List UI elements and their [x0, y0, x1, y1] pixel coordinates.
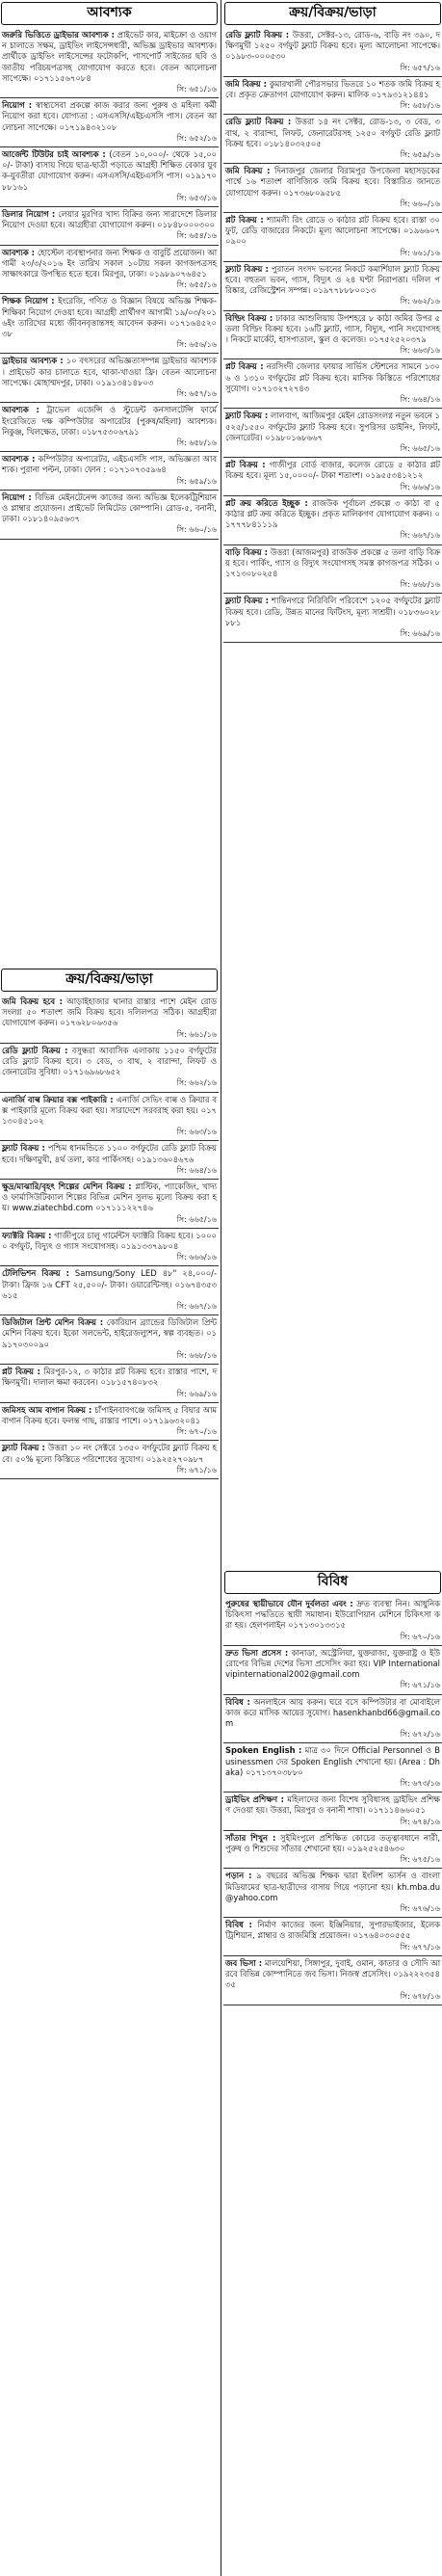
classified-ad	[223, 545, 442, 595]
ad-heading: রেডি ফ্ল্যাট বিক্রয় :	[225, 30, 290, 40]
ad-heading: দ্রুত ভিসা প্রসেস :	[225, 1647, 289, 1658]
ad-reference-code: সি: ৬৫৭/১৬	[400, 63, 440, 72]
ad-heading: আর্জেন্ট টিউটর চাই আবশ্যক :	[2, 149, 106, 160]
ad-reference-code: সি: ৬৭৮/১৬	[400, 1991, 440, 2001]
ad-heading: জমি বিক্রয় :	[225, 166, 271, 176]
ad-body: গাজীপুর বোর্ড বাজার, কলেজ রোডে ৫ কাঠার প্লট বিক্রয় হবে। মূল্য ১৫,০০০০/- টাকা শতাংশ। ০১৯৫৫৩৪১২১২	[225, 460, 440, 481]
ad-body: সুইমিংপুলে প্রশিক্ষিত কোচের তত্ত্বাবধানে নারী, পুরুষ ও শিশুদের সাঁতার শেখানো হয়। ০১৯২৫২৫৪৬৩০	[225, 1832, 441, 1854]
ad-reference-code: সি: ৬৫৯/১৬	[176, 476, 217, 486]
ad-reference-code: সি: ৬৫৭/১৬	[176, 389, 217, 399]
ad-heading: বিবিধ :	[225, 1920, 252, 1930]
ad-heading: জমি বিক্রয় :	[225, 78, 267, 89]
ad-body: লেয়ার মুরগির খাদ্য বিক্রির জন্য সারাদেশে ডিলার নিয়োগ দেওয়া হবে। আগ্রহীরা যোগাযোগ করুন। ০১৮৪৮০০০৩০০	[2, 209, 217, 230]
classified-ad	[223, 1918, 442, 1956]
ad-heading: প্লট বিক্রয় :	[2, 1367, 41, 1377]
ad-reference-code: সি: ৬৬৮/১৬	[176, 1350, 217, 1360]
ad-body: নরসিংদী জেলার ফায়ার সার্ভিস স্টেশনের সামনে ১৩০৬ ও ১৩১০ বর্গফুটের প্লট বিক্রয় হবে। মাসিক কিস্তিতে পরিশোধের সুযোগ। ০১৭১৩২৭২৭৪৩	[225, 361, 440, 393]
ad-heading: জমিসহ আম বাগান বিক্রয় :	[2, 1404, 92, 1415]
ad-body: মাত্র ৩০ দিনে Official Personnel ও Businessmen দের Spoken English শেখানো হয়। (Area : Dhaka) ০১৭১৩৭০৩৮৮০	[225, 1745, 440, 1777]
ad-heading: ফ্যাক্টরি বিক্রয় :	[2, 1230, 52, 1240]
ad-reference-code: সি: ৬৬১/১৬	[176, 1029, 217, 1039]
ad-body: মহিলাদের জন্য বিশেষ সুবিধাসহ ড্রাইভিং প্রশিক্ষণ দেওয়া হয়। উত্তরা, মিরপুর ও বনানী শাখা। ০১৭১১৪৬৬০৫১	[225, 1794, 440, 1816]
classified-ad	[0, 1365, 219, 1403]
classified-ad	[223, 1869, 442, 1918]
ad-body: (বেতন ১০,০০০/- থেকে ১৫,০০০/- টাকা) বাসায় গিয়ে ছাত্র-ছাত্রী পড়াতে আগ্রহী শিক্ষিত বেকার যুবক-যুবতীরা যোগাযোগ করুন। এসএসসি/এইচএসসি পাস। ০১৯১৭০৮৮১৬১	[2, 149, 217, 192]
ad-body: গাজীপুরে চালু গার্মেন্টস ফ্যাক্টরি বিক্রয় হবে। ১০০০০ বর্গফুট, বিদ্যুৎ ও গ্যাস সংযোগসহ। ০১৯১৩৩৭৯৮০৪	[2, 1230, 217, 1252]
ad-heading: Spoken English :	[225, 1745, 302, 1756]
classified-ad	[223, 1646, 442, 1695]
ad-body: ১০ বৎসরের অভিজ্ঞতাসম্পন্ন ড্রাইভার আবশ্যক। প্রাইভেট কার চালাতে হবে, থাকা-খাওয়া ফ্রি। বেতন আলোচনা সাপেক্ষে। মোহাম্মদপুর, ঢাকা। ০১৯১৩৪১৪৮০৩	[2, 356, 217, 387]
classified-ad	[223, 28, 442, 77]
ad-heading: ফ্ল্যাট বিক্রয় :	[2, 1443, 45, 1453]
ad-reference-code: সি: ৬৬০/১৬	[176, 525, 217, 535]
ad-list-buy-sell-left	[0, 995, 219, 1479]
classified-ad	[223, 77, 442, 116]
ad-reference-code: সি: ৬৭৭/১৬	[400, 1942, 440, 1952]
classified-ad	[223, 1956, 442, 2005]
ad-body: ৯ বছরের অভিজ্ঞ শিক্ষক দ্বারা ইংলিশ ভার্সন ও বাংলা মিডিয়ামের ছাত্র-ছাত্রীদের বাসায় গিয়ে পড়ানো হয়। kh.mba.du@yahoo.com	[225, 1871, 441, 1902]
ad-heading: ড্রাইভিং প্রশিক্ষণ :	[225, 1794, 284, 1805]
ad-reference-code: সি: ৬৫২/১৬	[176, 133, 217, 143]
ad-body: মালয়েশিয়া, সিঙ্গাপুর, দুবাই, ওমান, কাতার ও সৌদি আরবে বিভিন্ন কোম্পানিতে জব ভিসা। নিজস্ব প্রসেসিং। ০১৯২২২৩৫৪৩৫	[225, 1957, 440, 1990]
classified-ad	[223, 1831, 442, 1870]
classified-ad	[0, 1403, 219, 1442]
ad-body: চাঁপাইনবাবগঞ্জে জমিসহ ৫ বিঘার আম বাগান বিক্রয় হবে। ফলন্ত গাছ, রাস্তার পাশে। ০১৭১৯৬৩২০৪১	[2, 1404, 218, 1425]
ad-heading: জরুরি ভিত্তিতে ড্রাইভার আবশ্যক :	[2, 30, 115, 40]
ad-heading: আবশ্যক :	[2, 454, 36, 465]
right-column	[223, 0, 442, 2576]
ad-body: উত্তরা, সেক্টর-১৩, রোড-৬, বাড়ি নং ৩৯০, দক্ষিণমুখী ১২৫০ বর্গফুট ফ্ল্যাট বিক্রয় হবে। মূল্য আলোচনা সাপেক্ষে। ০১৯৮৩-০০০৫৩০	[225, 30, 440, 62]
ad-reference-code: সি: ৬৬২/১৬	[176, 1078, 217, 1088]
ad-reference-code: সি: ৬৬২/১৬	[400, 297, 440, 306]
ad-reference-code: সি: ৬৬৯/১৬	[400, 628, 440, 638]
ad-heading: প্লট বিক্রয় :	[225, 215, 264, 226]
ad-heading: বিবিধ :	[225, 1696, 250, 1707]
section-header-buy-sell-rent-right: ক্রয়/বিক্রয়/ভাড়া	[224, 2, 441, 25]
classified-ad	[0, 98, 219, 147]
ad-heading: প্লট বিক্রয় :	[225, 361, 264, 372]
ad-body: কুমারখালী পৌরসভার ভিতরে ১০ শতক জমি বিক্রয় হবে। প্রকৃত ক্রেতাগণ যোগাযোগ করুন। মালিক ০১৭৯৩১২১৪৪১	[225, 78, 440, 100]
ad-heading: জব ভিসা :	[225, 1957, 263, 1968]
section-header-buy-sell-rent-left: ক্রয়/বিক্রয়/ভাড়া	[1, 969, 218, 992]
ad-heading: জমি বিক্রয় হবে :	[2, 996, 63, 1006]
ad-reference-code: সি: ৬৬৭/১৬	[176, 1302, 217, 1312]
ad-body: কম্পিউটার অপারেটর, এইচএসসি পাস, অভিজ্ঞতা আবশ্যক। পুরানা পল্টন, ঢাকা। ফোন : ০১৭১০৭৩৫৯৬৪	[2, 454, 217, 475]
ad-heading: বাড়ি বিক্রয় :	[225, 546, 268, 557]
section-buy-sell-rent-right	[223, 0, 442, 1566]
ad-heading: টেলিভিশন বিক্রয় :	[2, 1268, 69, 1279]
ad-heading: আবশ্যক :	[2, 405, 39, 415]
ad-reference-code: সি: ৬৭৬/১৬	[400, 1904, 440, 1914]
classified-ad	[223, 359, 442, 409]
ad-heading: রেডি ফ্ল্যাট বিক্রয় :	[2, 1045, 68, 1055]
ad-heading: এনার্জি বাল্ব ক্রিয়ার বক্স পাইকারি :	[2, 1094, 114, 1104]
ad-reference-code: সি: ৬৭১/১৬	[176, 1465, 217, 1474]
ad-heading: সাঁতার শিখুন :	[225, 1832, 276, 1843]
ad-heading: ডিজিটাল প্রিন্ট মেশিন বিক্রয় :	[2, 1317, 104, 1328]
ad-body: পশ্চিম ধানমন্ডিতে ১১০০ বর্গফুটের রেডি ফ্ল্যাট বিক্রয় হবে। দক্ষিণমুখী, ৪র্থ তলা, কার পার্কিংসহ। ০১৯১৩৬০৪৬৭৬	[2, 1143, 217, 1164]
ad-list-miscellaneous	[223, 1597, 442, 2005]
ad-list-buy-sell-right	[223, 28, 442, 643]
classified-ad	[0, 995, 219, 1044]
ad-body: প্লাস্টিক, প্যাকেজিং, খাদ্য ও ফার্মাসিউটিক্যাল শিল্পের বিভিন্ন মেশিন সুলভ মূল্যে বিক্রয় করা হয়। www.ziatechbd.com ০১৭১১১২২৭৪৬	[2, 1182, 218, 1213]
ad-reference-code: সি: ৬৫৬/১৬	[176, 340, 217, 350]
classified-ad	[0, 1093, 219, 1142]
ad-list-wanted	[0, 28, 219, 540]
section-header-wanted: আবশ্যক	[1, 2, 218, 25]
classified-ad	[223, 311, 442, 360]
ad-heading: প্লট ক্রয় করিতে ইচ্ছুক :	[225, 497, 308, 508]
ad-heading: ফ্ল্যাট বিক্রয় :	[225, 596, 269, 606]
ad-reference-code: সি: ৬৬৭/১৬	[400, 531, 440, 541]
ad-body: পুরাতন সংসদ ভবনের নিকটে কমার্শিয়াল ফ্ল্যাট বিক্রয় হবে। বহুতল ভবন, গ্যাস, বিদ্যুৎ ও ২৪ ঘণ্টা নিরাপত্তা। দলিল পরিষ্কার, রেজিস্ট্রেশন সম্পন্ন। ০১৯৭৭৮৮৮০০১৩	[225, 263, 440, 296]
ad-heading: ফ্ল্যাট বিক্রয় :	[225, 263, 269, 274]
classified-ad	[223, 1793, 442, 1831]
ad-heading: শিক্ষক নিয়োগ :	[2, 296, 55, 306]
ad-reference-code: সি: ৬৬৯/১৬	[176, 1389, 217, 1398]
classified-ad	[223, 496, 442, 545]
ad-reference-code: সি: ৬৫৩/১৬	[176, 193, 217, 202]
ad-body: ঢাকার আশুলিয়ায় উপশহরে ৮ কাঠা জমির উপর ৫ তলা বিল্ডিং বিক্রয় হবে। ১৬টি ফ্ল্যাট, গ্যাস, বিদ্যুৎ, পানি সংযোগসহ। নিকটে মার্কেট, হাসপাতাল, স্কুল ও কলেজ। ০১৭৫২৫২০৩৭৯	[225, 312, 441, 345]
ad-heading: নিয়োগ :	[2, 100, 33, 111]
classified-ad	[0, 1180, 219, 1229]
ad-body: বসুন্ধরা আবাসিক এলাকায় ১১৫০ বর্গফুটের রেডি ফ্ল্যাট বিক্রয় হবে। ৩ বেড, ৩ বাথ, ২ বারান্দা, লিফট ও জেনারেটর সুবিধা। ০১৭১৬৯৬৮৬৫২	[2, 1045, 217, 1077]
ad-reference-code: সি: ৬৫৮/১৬	[400, 101, 440, 111]
ad-reference-code: সি: ৬৫১/১৬	[176, 85, 217, 94]
ad-reference-code: সি: ৬৫৮/১৬	[176, 438, 217, 447]
ad-heading: নিয়োগ :	[2, 491, 32, 502]
ad-reference-code: সি: ৬৭৩/১৬	[400, 1779, 440, 1789]
ad-heading: ফ্ল্যাট বিক্রয় :	[2, 1143, 45, 1154]
ad-body: লালবাগ, আজিমপুর মেইন রোডসংলগ্ন নতুন ভবনে ১৫২৫/১৫৫০ বর্গফুটের ফ্ল্যাট বিক্রয় হবে। সুপরিসর ডাইনিং, লিফট, জেনারেটর। ০১৯৮০১৬৮৬৬৭	[225, 411, 440, 442]
ad-body: দ্রুত ব্যবস্থা নিন। আধুনিক চিকিৎসা পদ্ধতিতে স্থায়ী সমাধান। ইউরোপিয়ান মেশিনে চিকিৎসা করা হয়। হেলপলাইন ০১৭১৩০১৩৩১৫	[225, 1599, 440, 1631]
classified-ad	[223, 1743, 442, 1793]
classified-ad	[0, 147, 219, 207]
ad-heading: বিল্ডিং বিক্রয় :	[225, 312, 273, 323]
ad-heading: প্লট বিক্রয় :	[225, 460, 266, 470]
ad-heading: ডিলার নিয়োগ :	[2, 209, 56, 220]
ad-body: এনার্জি সেভিং বাল্ব ও ক্রিয়ার বক্স পাইকারি মূল্যে বিক্রয় করা হয়। সারাদেশে সরবরাহ করা হয়। ০১৭১৩০৪৫১০২	[2, 1094, 218, 1127]
classified-ad	[223, 213, 442, 262]
ad-heading: পুরুষের স্থায়ীভাবে যৌন দুর্বলতা এবং :	[225, 1599, 353, 1608]
classified-ad	[0, 1044, 219, 1093]
classified-ad	[0, 452, 219, 491]
ad-body: অনলাইনে আয় করুন। ঘরে বসে কম্পিউটার বা মোবাইলে কাজ করে মাসিক আয়ের সুযোগ। hasenkhanbd66@gmail.com	[225, 1696, 440, 1729]
classified-ad	[223, 409, 442, 458]
ad-body: ট্রাভেল এজেন্সি ও স্টুডেন্ট কনসালটেন্সি ফার্মে ইংরেজিতে দক্ষ কম্পিউটার অপারেটর (পুরুষ/মহিলা) আবশ্যক। নিকুঞ্জ, খিলক্ষেত, ঢাকা। ০১৮৭৫৩০৬৭৯১	[2, 405, 217, 437]
ad-body: বিভিন্ন মেইনটেনেন্স কাজের জন্য অভিজ্ঞ ইলেকট্রিশিয়ান ও প্লাম্বার প্রয়োজন। প্রাইভেট লিমিটেড কোম্পানি। রোড-৫, বনানী, ঢাকা। ০১৮১৪০৯৫৬৩৭	[2, 491, 217, 524]
ad-reference-code: সি: ৬৫৯/১৬	[400, 150, 440, 160]
classified-ad	[0, 1315, 219, 1365]
ad-reference-code: সি: ৬৫৫/১৬	[176, 280, 217, 290]
ad-body: রাজউক পূর্বাচল প্রকল্পে ৩ কাঠা বা ৫ কাঠার প্লট ক্রয় করিতে ইচ্ছুক। প্রকৃত মালিকগণ যোগাযোগ করুন। ০১৭৭৭৮৪১১১৯	[225, 497, 440, 530]
left-column	[0, 0, 219, 2576]
ad-heading: ফ্ল্যাট বিক্রয় :	[225, 411, 269, 421]
ad-body: আড়াইহাজার থানার রাস্তার পাশে মেইন রোডসংলগ্ন ৫০ শতাংশ জমি বিক্রয় হবে। দলিলপত্র সঠিক। আগ্রহীরা যোগাযোগ করুন। ০১৭৬২৮০৬৩৫৬	[2, 996, 217, 1028]
ad-reference-code: সি: ৬৫৪/১৬	[176, 231, 217, 241]
ad-heading: ক্ষুদ্র/মাঝারি/বৃহৎ শিল্পের মেশিন বিক্রয় :	[2, 1182, 132, 1192]
classified-ad	[0, 294, 219, 354]
section-buy-sell-rent-left	[0, 967, 219, 2573]
ad-body: Samsung/Sony LED ৪৮" ২৪,০০০/- টাকা। ফ্রিজ ১৬ CFT ২৫,৫০০/- টাকা। ওয়ারেন্টিসহ। ০১৬৭৪৩৫৩৬১৫	[2, 1268, 217, 1300]
ad-body: উত্তরা ১০ নং সেক্টরে ১৩৫০ বর্গফুটের ফ্ল্যাট বিক্রয় হবে। ৫০% মূল্যে কিস্তিতে পরিশোধের সুযোগ। ০১৯২৫২৭০৯৮৭	[2, 1443, 217, 1464]
classified-ad	[223, 594, 442, 643]
ad-reference-code: সি: ৬৬৪/১৬	[400, 395, 440, 405]
classified-ad	[0, 354, 219, 403]
ad-heading: আবশ্যক :	[2, 247, 36, 257]
ad-body: কোরিয়ান ব্র্যান্ডের ডিজিটাল প্রিন্ট মেশিন বিক্রয় হবে। ইকো সলভেন্ট, হাইরেজল্যুশন, স্বল্প ব্যবহৃত। ০১৯১৭০৩০০৯০	[2, 1317, 217, 1349]
ad-reference-code: সি: ৬৬০/১৬	[400, 199, 440, 208]
classified-ad	[0, 28, 219, 98]
ad-reference-code: সি: ৬৬৬/১৬	[400, 482, 440, 491]
ad-reference-code: সি: ৬৬৫/১৬	[176, 1214, 217, 1224]
ad-body: উত্তরা ১৪ নং সেক্টর, রোড-১৩, ৩ বেড, ৩ বাথ, ২ বারান্দা, লিফট, জেনারেটরসহ ১২৫০ বর্গফুট রেডি ফ্ল্যাট বিক্রয় হবে। ০১৮১৪০৩২৫০৫	[225, 117, 440, 148]
section-wanted	[0, 0, 219, 964]
ad-body: উত্তরা (আজমপুর) রাজউক প্রকল্পে ৫ তলা বাড়ি বিক্রয় হবে। পার্কিং, গ্যাস ও বিদ্যুৎ সংযোগসহ সমস্ত কাগজপত্র সঠিক। ০১৭১৩০৮০২৫৪	[225, 546, 440, 578]
ad-body: হোস্টেল ব্যবস্থাপনার জন্য শিক্ষক ও বাবুর্চি প্রয়োজন। আগামী ২৩/৩/২০১৬ ইং তারিখ সকাল ১০টায় সকল কাগজপত্রসহ সাক্ষাৎকারে উপস্থিত হতে হবে। মিরপুর, ঢাকা। ০১৯৮৯০৭৬৪৫১	[2, 247, 217, 279]
ad-reference-code: সি: ৬৬৩/১৬	[400, 346, 440, 356]
classified-ad	[223, 1695, 442, 1744]
ad-reference-code: সি: ৬৭৪/১৬	[400, 1817, 440, 1826]
ad-heading: রেডি ফ্ল্যাট বিক্রয় :	[225, 117, 292, 127]
classified-ad	[223, 115, 442, 164]
classified-ad	[0, 491, 219, 540]
ad-reference-code: সি: ৬৭০/১৬	[176, 1427, 217, 1437]
ad-heading: পড়ান :	[225, 1871, 252, 1881]
ad-reference-code: সি: ৬৬৩/১৬	[176, 1128, 217, 1137]
ad-reference-code: সি: ৬৭১/১৬	[400, 1681, 440, 1690]
ad-body: নির্মাণ কাজের জন্য ইঞ্জিনিয়ার, সুপারভাইজার, ইলেকট্রিশিয়ান, প্লাম্বার ও রাজমিস্ত্রি প্রয়োজন। ০১৭৬৪০৩০৫৫৫	[225, 1920, 440, 1941]
ad-body: প্রাইভেট কার, মাইক্রো ও ওয়াগন চালাতে সক্ষম, ড্রাইভিং লাইসেন্সধারী, অভিজ্ঞ ড্রাইভার আবশ্যক। প্রার্থীকে ড্রাইভিং লাইসেন্সের ফটোকপি, পাসপোর্ট সাইজের ছবি ও জাতীয় পরিচয়পত্রসহ যোগাযোগ করতে হবে। বেতন আলোচনা সাপেক্ষে। ০১৭১১৫৬৭০৮৪	[2, 30, 217, 83]
ad-body: শ্যামলী রিং রোডে ৩ কাঠার প্লট বিক্রয় হবে। রাস্তা ৩০ ফুট, রেডি বাজারের নিকটে। মূল্য আলোচনা সাপেক্ষে। ০১৯৬৬০৭০৯০০	[225, 215, 440, 247]
ad-body: মিরপুর-১২, ৩ কাঠার প্লট বিক্রয় হবে। রাস্তার পাশে, দক্ষিণমুখী। দালাল ক্ষমা করবেন। ০১৮১৫৭৪০৮৩২	[2, 1367, 217, 1388]
ad-reference-code: সি: ৬৬৪/১৬	[176, 1165, 217, 1175]
classified-ad	[0, 246, 219, 295]
ad-heading: ড্রাইভার আবশ্যক :	[2, 356, 64, 366]
ad-reference-code: সি: ৬৬৮/১৬	[400, 580, 440, 590]
ad-body: কানাডা, অস্ট্রেলিয়া, যুক্তরাজ্য, যুক্তরাষ্ট্র ও ইউরোপের বিভিন্ন দেশের ভিসা প্রসেসিং করা হয়। VIP International vipinternational2002@gmail.com	[225, 1647, 440, 1680]
classified-ad	[0, 1266, 219, 1315]
ad-reference-code: সি: ৬৭০/১৬	[400, 1632, 440, 1641]
ad-reference-code: সি: ৬৬১/১৬	[400, 248, 440, 257]
ad-reference-code: সি: ৬৭৫/১৬	[400, 1855, 440, 1865]
classified-ad	[223, 262, 442, 311]
ad-reference-code: সি: ৬৬৬/১৬	[176, 1253, 217, 1262]
ad-reference-code: সি: ৬৭২/১৬	[400, 1730, 440, 1739]
classified-ad	[223, 1597, 442, 1646]
classified-ad	[223, 458, 442, 496]
classified-ad	[0, 1229, 219, 1267]
section-miscellaneous	[223, 1569, 442, 2573]
classified-ad	[0, 1441, 219, 1479]
classified-ad	[0, 1141, 219, 1180]
ad-body: শান্তিনগরে নিরিবিলি পরিবেশে ১২০৫ বর্গফুটের ফ্ল্যাট বিক্রয় হবে। রেডি, উন্নত মানের ফিটিংস, মূল্য সাশ্রয়ী। ০১৮৩৬০২৮৮৮১	[225, 596, 440, 627]
classified-ad	[0, 207, 219, 246]
classified-ad	[223, 164, 442, 213]
ad-reference-code: সি: ৬৬৫/১৬	[400, 443, 440, 453]
ad-body: দিনাজপুর জেলার বিরামপুর উপজেলা মহাসড়কের পার্শ্বে ১৬ শতাংশ বাণিজ্যিক জমি বিক্রয় হবে। বিস্তারিত জানতে যোগাযোগ করুন। ০১৭৩৬৮০৯৫৮৫	[225, 166, 440, 198]
ad-body: ইংরেজি, গণিত ও বিজ্ঞান বিষয়ে অভিজ্ঞ শিক্ষক-শিক্ষিকা নিয়োগ দেওয়া হবে। আগ্রহী প্রার্থীগণ আগামী ১৯/০৩/২০১৬ইং তারিখের মধ্যে জীবনবৃত্তান্তসহ আবেদন করুন। ০১৭১৬৪৫২০৩৮	[2, 296, 217, 339]
classified-ad	[0, 403, 219, 452]
section-header-miscellaneous: বিবিধ	[224, 1571, 441, 1594]
ad-body: স্বাস্থ্যসেবা প্রকল্পে কাজ করার জন্য পুরুষ ও মহিলা কর্মী নিয়োগ করা হবে। যোগ্যতা : এসএসসি/এইচএসসি পাস। বেতন আলোচনা সাপেক্ষে। ০১৭১৯৪৩২১০৮	[2, 100, 217, 132]
